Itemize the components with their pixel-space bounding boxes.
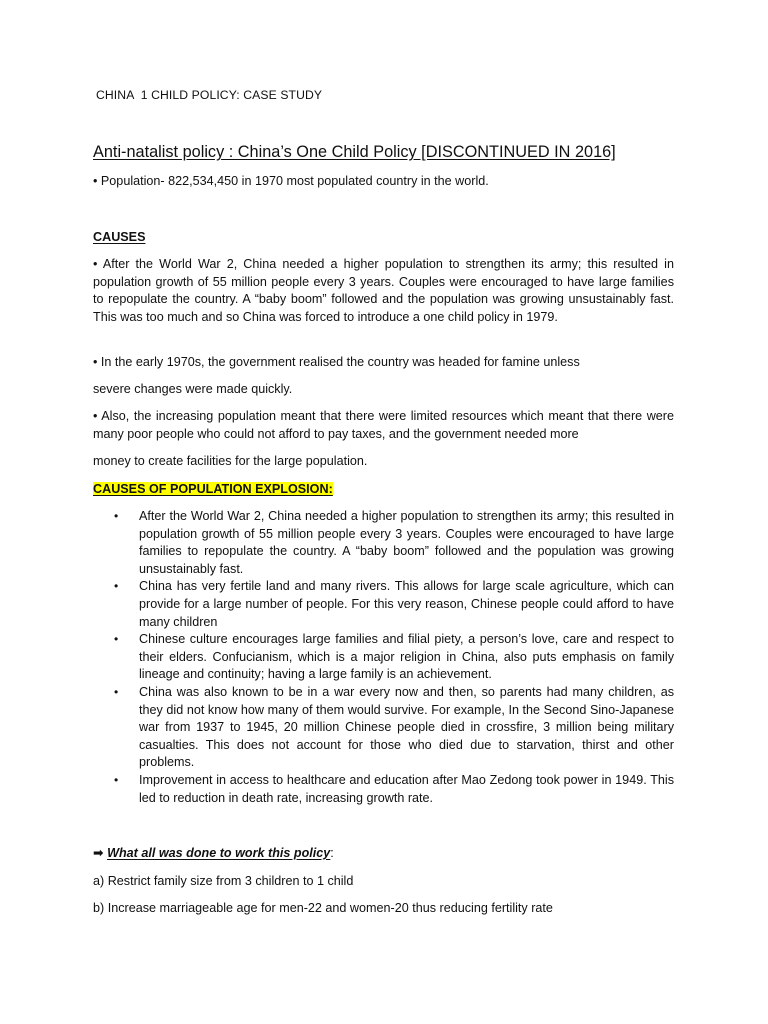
- policy-heading-text: What all was done to work this policy: [107, 846, 331, 860]
- list-item: [93, 684, 674, 772]
- bullet-icon: •: [114, 772, 119, 787]
- policy-item-a: a) Restrict family size from 3 children to 1 child: [93, 874, 354, 888]
- list-item: [93, 631, 674, 684]
- list-item-text: Chinese culture encourages large families and filial piety, a person’s love, care and respect to their elders. Confucianism, which is a major religion in China, also puts emphasis on family lineage and continuity; having a large family is an achievement.: [139, 632, 674, 682]
- list-item-text: After the World War 2, China needed a higher population to strengthen its army; this resulted in population growth of 55 million people every 3 years. Couples were encouraged to have large families to repopulate the country. A “baby boom” followed and the population was growing unsustainably fast.: [139, 509, 674, 576]
- causes-paragraph-2-continued: severe changes were made quickly.: [93, 382, 293, 396]
- right-arrow-icon: ➡: [93, 846, 104, 860]
- bullet-icon: •: [114, 684, 119, 699]
- explosion-heading: [93, 481, 333, 499]
- explosion-heading-text: CAUSES OF POPULATION EXPLOSION:: [93, 482, 333, 496]
- list-item-text: China has very fertile land and many rivers. This allows for large scale agriculture, which can provide for a large number of people. For this very reason, Chinese people could afford to have many children: [139, 579, 674, 629]
- causes-paragraph-3-continued: money to create facilities for the large population.: [93, 454, 368, 468]
- list-item: [93, 508, 674, 578]
- list-item: [93, 578, 674, 631]
- list-item-text: Improvement in access to healthcare and education after Mao Zedong took power in 1949. This led to reduction in death rate, increasing growth rate.: [139, 772, 674, 805]
- policy-heading-colon: :: [330, 846, 334, 860]
- list-item-text: China was also known to be in a war every now and then, so parents had many children, as they did not know how many of them would survive. For example, In the Second Sino-Japanese war from 1937 to 1945, 20 million Chinese people died in crossfire, 3 million being military casualties. This does not account for those who died due to starvation, thirst and other problems.: [139, 684, 674, 770]
- bullet-icon: •: [114, 509, 119, 523]
- explosion-list: [93, 508, 674, 807]
- doc-title: Anti-natalist policy : China’s One Child Policy [DISCONTINUED IN 2016]: [93, 143, 616, 161]
- policy-heading: [93, 845, 334, 863]
- causes-paragraph-1: • After the World War 2, China needed a higher population to strengthen its army; this resulted in population growth of 55 million people every 3 years. Couples were encouraged to have large families to repopulate the country. A “baby boom” followed and the population was growing unsustainably fast. This was too much and so China was forced to introduce a one child policy in 1979.: [93, 257, 674, 324]
- list-item: [93, 772, 674, 807]
- causes-paragraph-2: • In the early 1970s, the government realised the country was headed for famine unless: [93, 355, 580, 369]
- policy-item-b: b) Increase marriageable age for men-22 and women-20 thus reducing fertility rate: [93, 901, 553, 915]
- bullet-icon: •: [114, 579, 119, 594]
- causes-paragraph-3: • Also, the increasing population meant that there were limited resources which meant that there were many poor people who could not afford to pay taxes, and the government needed more: [93, 409, 674, 441]
- doc-header: CHINA 1 CHILD POLICY: CASE STUDY: [96, 88, 323, 102]
- population-line: • Population- 822,534,450 in 1970 most populated country in the world.: [93, 174, 489, 188]
- causes-heading-text: CAUSES: [93, 230, 146, 244]
- causes-heading: [93, 229, 145, 247]
- bullet-icon: •: [114, 632, 119, 647]
